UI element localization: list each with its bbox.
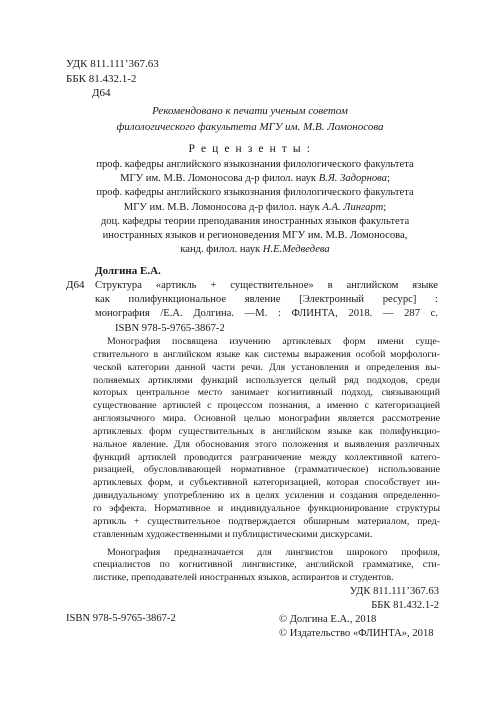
udk-code: УДК 811.111’367.63 <box>66 58 159 70</box>
annotation-line: Монография посвящена изучению артиклевых форм имени суще- <box>107 336 440 347</box>
biblio-line-2: как полифункциональное явление [Электронный ресурс] : <box>95 294 438 306</box>
footer-udk: УДК 811.111’367.63 <box>349 586 439 597</box>
biblio-line-1: Структура «артикль + существительное» в английском языке <box>95 280 438 291</box>
annotation-line: нальное явление. Для обоснования этого положения и выявления различных <box>93 438 440 450</box>
footer-codes <box>0 585 439 613</box>
reviewer-2-line-2: МГУ им. М.В. Ломоносова д-р филол. наук А.А. Лингарт; <box>123 201 387 213</box>
copyright-block <box>279 613 434 641</box>
reviewer-2-name: А.А. Лингарт <box>322 201 384 213</box>
annotation-line: специалистов по когнитивной лингвистике, английской грамматике, сти- <box>93 559 440 571</box>
annotation-line: англоязычного мира. Основной целью монографии является рассмотрение <box>93 413 440 425</box>
footer-isbn: ISBN 978-5-9765-3867-2 <box>66 613 176 624</box>
bbk-code: ББК 81.432.1-2 <box>66 72 137 85</box>
annotation-line: артикль + существительное подтверждается обширным материалом, пред- <box>93 515 440 527</box>
annotation-line: ризацией, обусловливающей нормативное (грамматическое) использование <box>93 464 440 476</box>
reviewer-3-line-2: иностранных языков и регионоведения МГУ им. М.В. Ломоносова, <box>102 230 408 242</box>
reviewers-heading: Р е ц е н з е н т ы : <box>188 143 312 155</box>
copyright-publisher: © Издательство «ФЛИНТА», 2018 <box>279 628 434 639</box>
biblio-isbn: ISBN 978-5-9765-3867-2 <box>115 322 225 334</box>
copyright-author: © Долгина Е.А., 2018 <box>279 614 377 625</box>
annotation-line: го эффекта. Нормативное и индивидуальное функционирование структуры <box>93 502 440 514</box>
annotation-line: листике, преподавателей иностранных языков, аспирантов и студентов. <box>93 572 394 584</box>
classification-codes <box>66 57 159 101</box>
annotation-line: артиклевых форм существительных в английском языке как полифункцио- <box>93 425 440 437</box>
annotation-line: функций артиклей проводится разграничение между коллективной катего- <box>93 451 440 463</box>
annotation-paragraph-2 <box>93 547 440 586</box>
annotation-line: ствительного в английском языке как системы выражения особой морфологи- <box>93 348 440 360</box>
annotation-line: артиклевых форм, и субъективной категоризацией, которая способствует ин- <box>93 477 440 489</box>
annotation-paragraph-1 <box>93 336 440 542</box>
footer-bbk: ББК 81.432.1-2 <box>371 600 439 611</box>
annotation-line: Монография предназначается для лингвистов широкого профиля, <box>107 546 440 558</box>
annotation-line: ческой категории данной части речи. Для установления и определения вы- <box>93 361 440 373</box>
reviewer-2-line-1: проф. кафедры английского языкознания филологического факультета <box>96 187 414 199</box>
recommendation-line-1: Рекомендовано к печати ученым советом <box>152 105 348 117</box>
bibliography-library-code: Д64 <box>66 279 85 291</box>
reviewer-3-name: Н.Е.Медведева <box>262 244 330 256</box>
reviewer-1-name: В.Я. Задорнова <box>318 173 387 185</box>
reviewers-list <box>55 158 455 257</box>
recommendation-line-2: филологического факультета МГУ им. М.В. Ломоносова <box>116 121 384 133</box>
annotation-line: полняемых артиклями функций используется целый ряд подходов, среди <box>93 374 440 386</box>
annotation-line: ставленным художественными и публицистическими дискурсами. <box>93 528 373 540</box>
annotation-line: существование артиклей с процессом познания, а именно с категоризацией <box>93 400 440 412</box>
reviewer-3-line-1: доц. кафедры теории преподавания иностранных языков факультета <box>100 215 410 227</box>
biblio-line-3: монография /Е.А. Долгина. —М. : ФЛИНТА, 2018. — 287 с. <box>95 308 438 320</box>
author-name: Долгина Е.А. <box>95 265 161 277</box>
annotation <box>93 336 440 585</box>
reviewer-1-line-2: МГУ им. М.В. Ломоносова д-р филол. наук В.Я. Задорнова; <box>120 173 390 185</box>
annotation-line: дивидуальному употреблению их в целях усиления и создания определенно- <box>93 490 440 502</box>
bibliographic-description <box>95 279 438 336</box>
annotation-line: которых центральное место занимает когнитивный подход, связывающий <box>93 387 440 399</box>
recommendation-note <box>0 103 500 135</box>
reviewer-1-line-1: проф. кафедры английского языкознания филологического факультета <box>96 159 414 170</box>
reviewer-3-line-3: канд. филол. наук Н.Е.Медведева <box>180 244 330 256</box>
library-code: Д64 <box>92 87 111 99</box>
